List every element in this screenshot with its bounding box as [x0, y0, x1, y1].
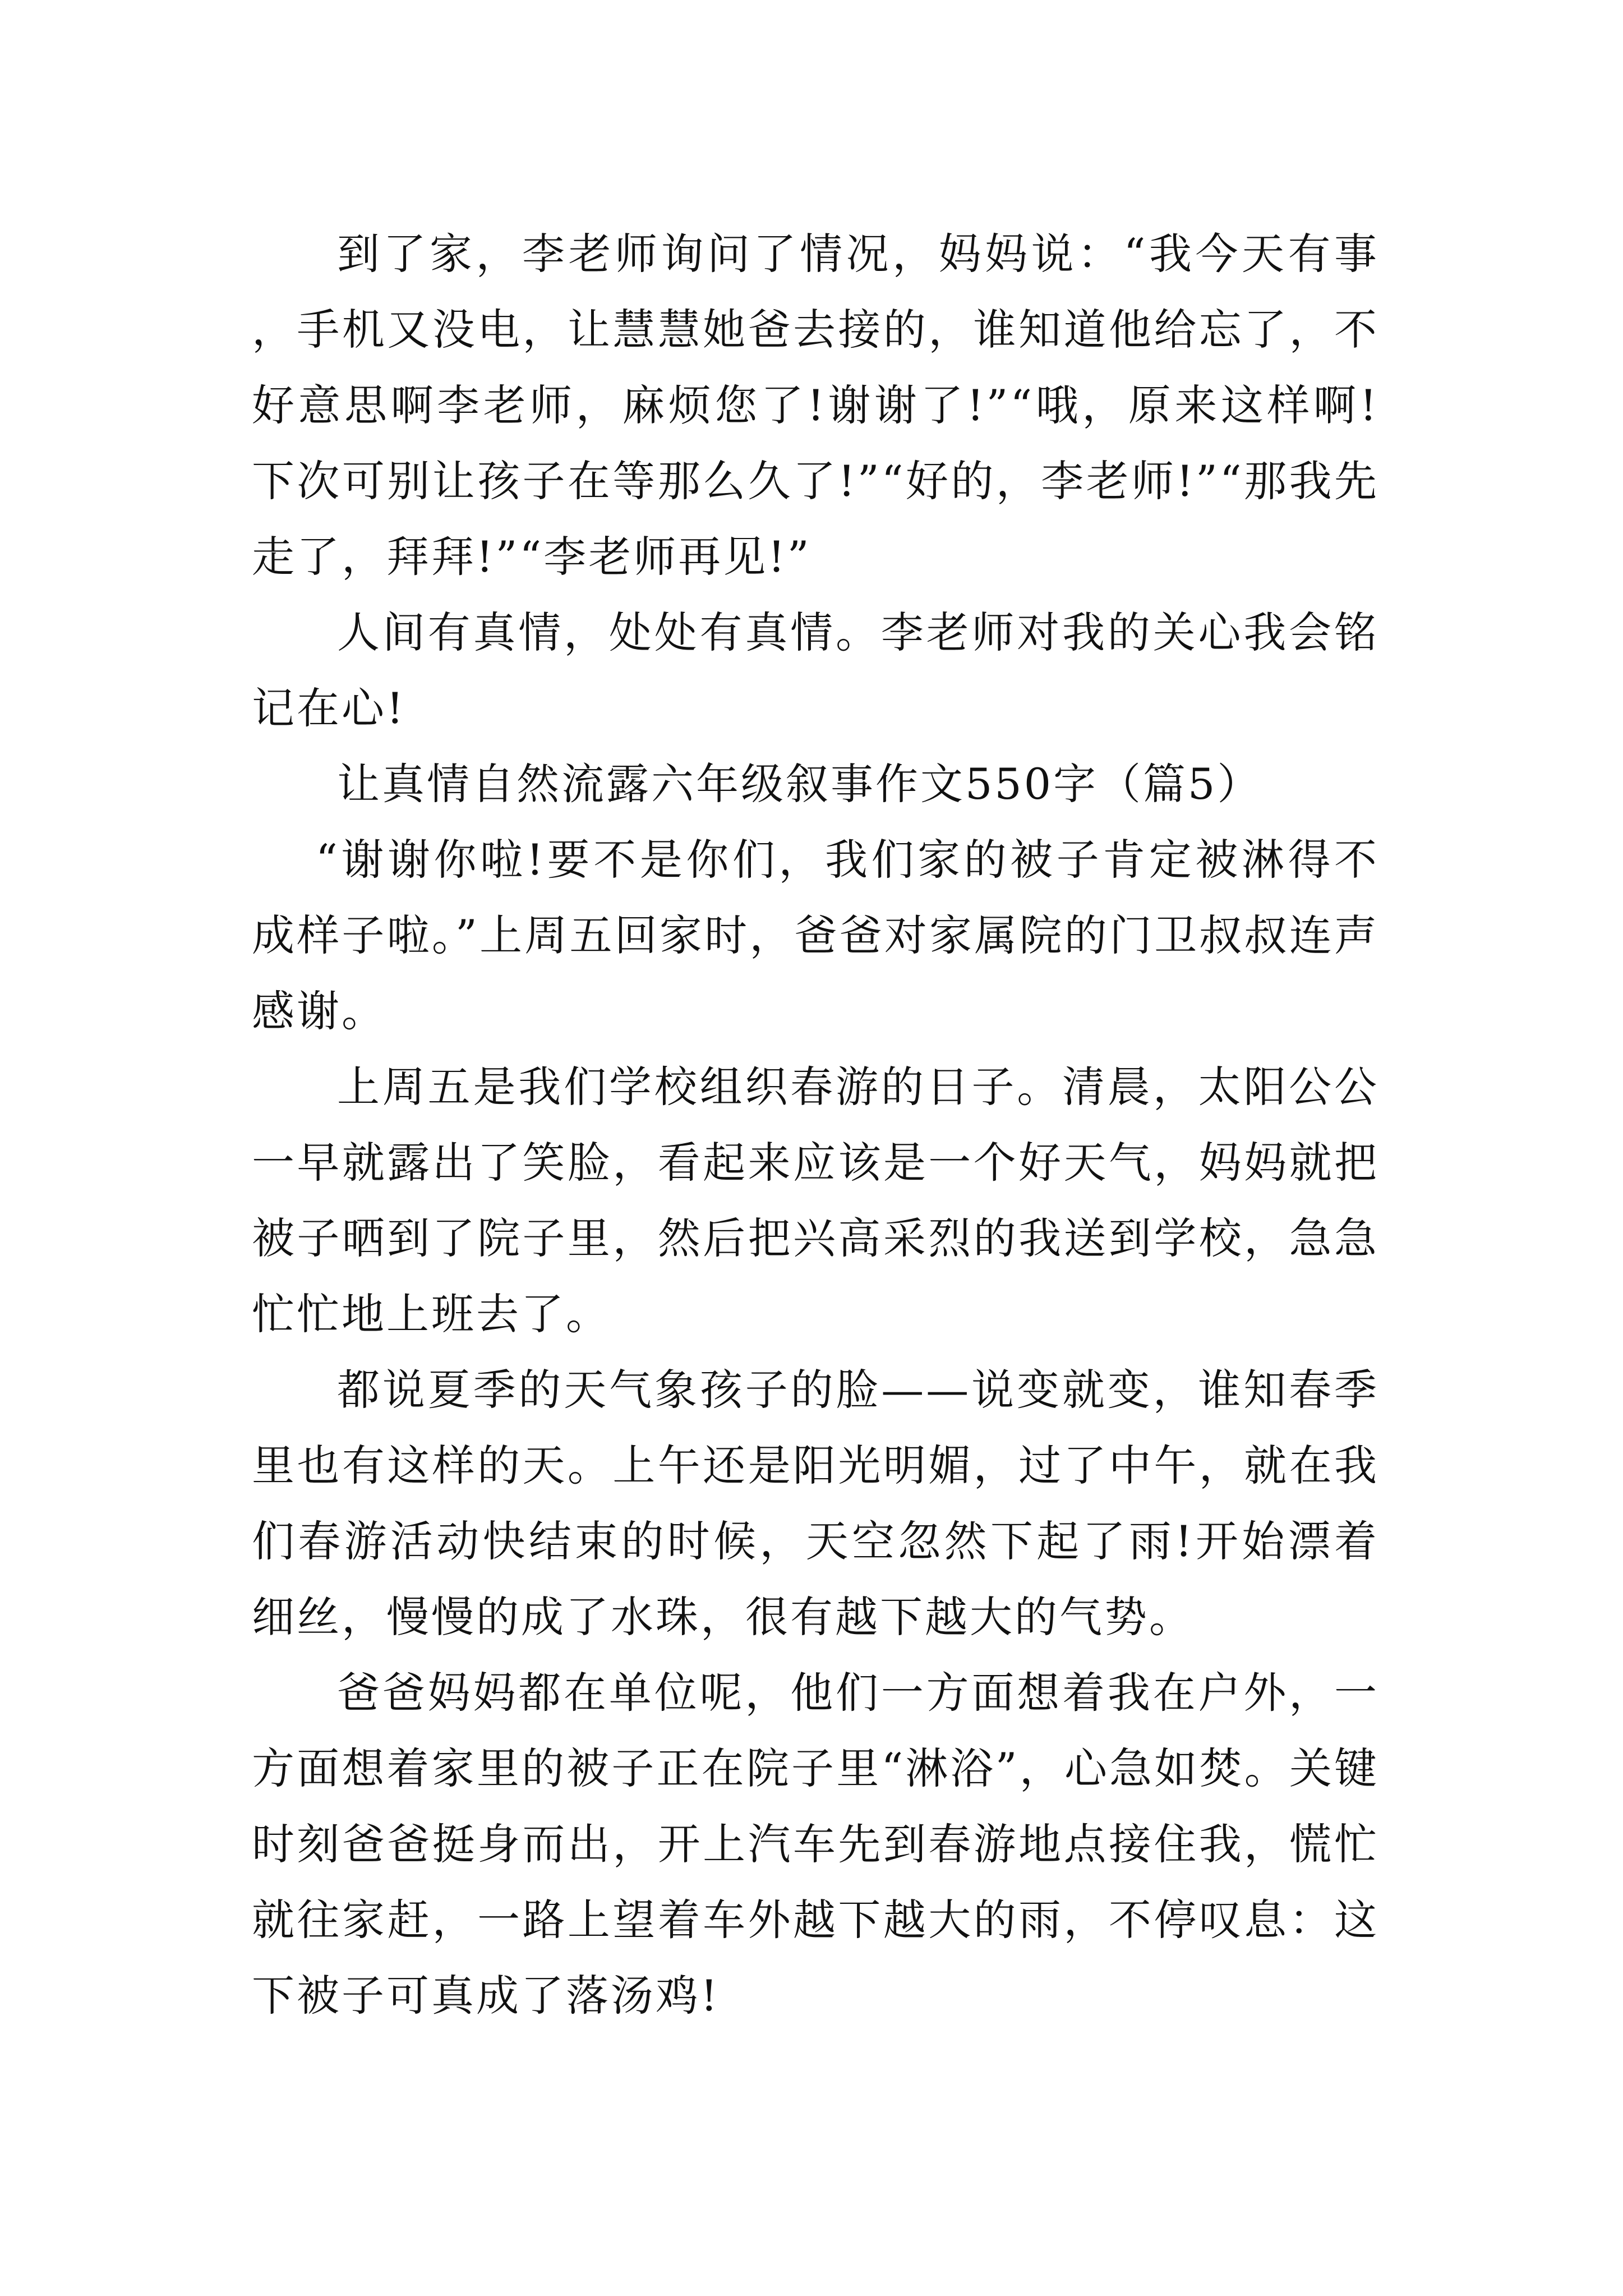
paragraph-spring-outing: 上周五是我们学校组织春游的日子。清晨，太阳公公一早就露出了笑脸，看起来应该是一个好天气，妈妈就把被子晒到了院子里，然后把兴高采烈的我送到学校，急急忙忙地上班去了。 — [252, 1062, 1379, 1339]
essay-title: 让真情自然流露六年级叙事作文550字（篇5） — [337, 759, 1262, 809]
paragraph-arrival-home: 到了家，李老师询问了情况，妈妈说：“我今天有事，手机又没电，让慧慧她爸去接的，谁知道他给忘了，不好意思啊李老师，麻烦您了!谢谢了!”“哦，原来这样啊!下次可别让孩子在等那么久了!”“好的，李老师!”“那我先走了，拜拜!”“李老师再见!” — [252, 229, 1379, 582]
document-body — [252, 216, 1379, 2033]
paragraph-weather-change: 都说夏季的天气象孩子的脸——说变就变，谁知春季里也有这样的天。上午还是阳光明媚，过了中午，就在我们春游活动快结束的时候，天空忽然下起了雨!开始漂着细丝，慢慢的成了水珠，很有越下越大的气势。 — [252, 1365, 1379, 1642]
paragraph-parents-worry: 爸爸妈妈都在单位呢，他们一方面想着我在户外，一方面想着家里的被子正在院子里“淋浴”，心急如焚。关键时刻爸爸挺身而出，开上汽车先到春游地点接住我，慌忙就往家赶，一路上望着车外越下越大的雨，不停叹息：这下被子可真成了落汤鸡! — [252, 1668, 1379, 2021]
paragraph-true-feelings: 人间有真情，处处有真情。李老师对我的关心我会铭记在心! — [252, 608, 1379, 733]
paragraph-thanks-quote: “谢谢你啦!要不是你们，我们家的被子肯定被淋得不成样子啦。”上周五回家时，爸爸对家属院的门卫叔叔连声感谢。 — [252, 835, 1379, 1036]
